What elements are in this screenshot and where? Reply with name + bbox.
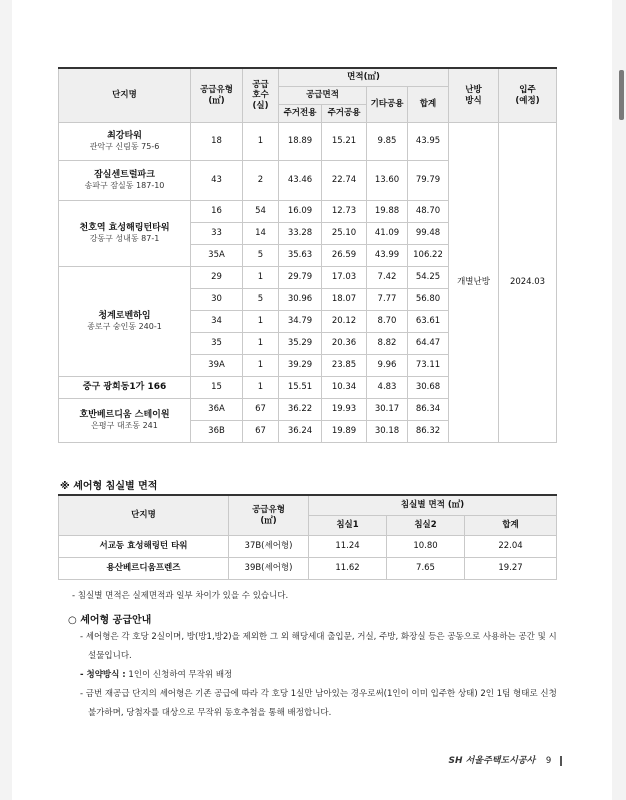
share-header-supply-type: 공급유형 (㎡)	[229, 495, 309, 536]
header-move-in: 입주 (예정)	[499, 68, 557, 123]
supply-area-table	[58, 67, 557, 443]
share-section-title: ※ 셰어형 침실별 면적	[60, 481, 158, 492]
table-cell: 15.51	[279, 377, 322, 399]
table-cell: 86.32	[408, 421, 449, 443]
table-cell: 1	[243, 267, 279, 289]
footer-divider	[560, 756, 562, 766]
table-cell: 10.34	[322, 377, 367, 399]
table-cell: 1	[243, 377, 279, 399]
table-cell: 5	[243, 289, 279, 311]
complex-name-cell	[59, 161, 191, 201]
share-header-room1: 침실1	[309, 516, 387, 536]
table-cell: 29	[191, 267, 243, 289]
share-header-total: 합계	[465, 516, 557, 536]
guide-title: ○ 셰어형 공급안내	[68, 615, 152, 626]
table-cell: 39B(셰어형)	[229, 558, 309, 580]
table-cell: 7.42	[367, 267, 408, 289]
complex-address: 송파구 잠실동 187-10	[84, 181, 165, 191]
header-units: 공급 호수 (실)	[243, 68, 279, 123]
share-header-complex: 단지명	[59, 495, 229, 536]
table-cell: 64.47	[408, 333, 449, 355]
table-cell: 35.29	[279, 333, 322, 355]
table-cell: 63.61	[408, 311, 449, 333]
header-area: 면적(㎡)	[279, 68, 449, 87]
complex-name: 청계로벤하임	[98, 310, 151, 321]
complex-address: 은평구 대조동 241	[91, 421, 158, 431]
complex-name: 호반베르디움 스테이원	[79, 409, 170, 420]
table-cell: 26.59	[322, 245, 367, 267]
table-cell: 19.27	[465, 558, 557, 580]
share-complex-name: 서교동 효성해링턴 타워	[59, 536, 229, 558]
table-cell: 67	[243, 399, 279, 421]
table-cell: 30.18	[367, 421, 408, 443]
complex-name-cell	[59, 123, 191, 161]
table-cell: 25.10	[322, 223, 367, 245]
table-cell: 39.29	[279, 355, 322, 377]
table-cell: 67	[243, 421, 279, 443]
table-cell: 43.95	[408, 123, 449, 161]
table-cell: 34	[191, 311, 243, 333]
table-cell: 20.36	[322, 333, 367, 355]
table-cell: 18.07	[322, 289, 367, 311]
table-cell: 8.70	[367, 311, 408, 333]
move-in-cell: 2024.03	[499, 123, 557, 443]
table-cell: 56.80	[408, 289, 449, 311]
table-cell: 5	[243, 245, 279, 267]
table-cell: 73.11	[408, 355, 449, 377]
table-cell: 11.24	[309, 536, 387, 558]
table-cell: 37B(셰어형)	[229, 536, 309, 558]
table-cell: 54	[243, 201, 279, 223]
table-cell: 1	[243, 333, 279, 355]
table-cell: 99.48	[408, 223, 449, 245]
table-cell: 18.89	[279, 123, 322, 161]
table-cell: 29.79	[279, 267, 322, 289]
sh-logo: SH 서울주택도시공사	[448, 756, 536, 766]
complex-name-cell	[59, 399, 191, 443]
table-cell: 34.79	[279, 311, 322, 333]
page-footer	[448, 753, 562, 766]
share-bedroom-table	[58, 494, 557, 580]
table-cell: 14	[243, 223, 279, 245]
table-cell: 2	[243, 161, 279, 201]
table-cell: 35A	[191, 245, 243, 267]
table-cell: 106.22	[408, 245, 449, 267]
table-row	[59, 536, 557, 558]
table-cell: 43.99	[367, 245, 408, 267]
share-complex-name: 용산베르디움프렌즈	[59, 558, 229, 580]
table-cell: 7.65	[387, 558, 465, 580]
page-number: 9	[545, 756, 552, 766]
table-cell: 18	[191, 123, 243, 161]
table-cell: 48.70	[408, 201, 449, 223]
share-note: - 침실별 면적은 실제면적과 일부 차이가 있을 수 있습니다.	[72, 591, 289, 601]
table-cell: 11.62	[309, 558, 387, 580]
table-cell: 9.96	[367, 355, 408, 377]
guide-paragraph-1: - 셰어형은 각 호당 2실이며, 방(방1,방2)을 제외한 그 외 해당세대 출입문, 거실, 주방, 화장실 등은 공동으로 사용하는 공간 및 시설물입니다.	[80, 632, 557, 661]
header-common: 주거공용	[322, 105, 367, 123]
guide-method-label: - 청약방식 :	[80, 670, 126, 680]
table-cell: 19.89	[322, 421, 367, 443]
table-cell: 79.79	[408, 161, 449, 201]
table-cell: 1	[243, 123, 279, 161]
table-cell: 8.82	[367, 333, 408, 355]
table-cell: 16	[191, 201, 243, 223]
table-cell: 33.28	[279, 223, 322, 245]
table-cell: 15.21	[322, 123, 367, 161]
table-cell: 17.03	[322, 267, 367, 289]
header-other-common: 기타공용	[367, 87, 408, 123]
table-cell: 20.12	[322, 311, 367, 333]
complex-address: 종로구 숭인동 240-1	[87, 322, 162, 332]
table-cell: 30.96	[279, 289, 322, 311]
heating-cell: 개별난방	[449, 123, 499, 443]
guide-paragraph-3: - 금번 재공급 단지의 셰어형은 기존 공급에 따라 각 호당 1실만 남아있는 경우로써(1인이 이미 입주한 상태) 2인 1팀 형태로 신청 불가하며, 당첨자를 대상으로 무작위 동호추첨을 통해 배정합니다.	[80, 689, 557, 718]
header-heating: 난방 방식	[449, 68, 499, 123]
table-cell: 36.22	[279, 399, 322, 421]
guide-method-text: 1인이 신청하여 무작위 배정	[125, 670, 233, 680]
table-cell: 86.34	[408, 399, 449, 421]
table-cell: 19.93	[322, 399, 367, 421]
table-cell: 30	[191, 289, 243, 311]
table-cell: 1	[243, 311, 279, 333]
table-cell: 4.83	[367, 377, 408, 399]
share-header-room2: 침실2	[387, 516, 465, 536]
header-total: 합계	[408, 87, 449, 123]
guide-paragraph-2	[80, 666, 558, 685]
header-supply-type: 공급유형 (㎡)	[191, 68, 243, 123]
table-cell: 35.63	[279, 245, 322, 267]
complex-name-cell	[59, 267, 191, 377]
table-cell: 7.77	[367, 289, 408, 311]
table-row	[59, 123, 557, 161]
table-cell: 30.17	[367, 399, 408, 421]
table-cell: 10.80	[387, 536, 465, 558]
table-cell: 41.09	[367, 223, 408, 245]
table-cell: 23.85	[322, 355, 367, 377]
complex-name: 최강타워	[107, 130, 142, 141]
table-cell: 13.60	[367, 161, 408, 201]
table-cell: 9.85	[367, 123, 408, 161]
header-supply-area: 공급면적	[279, 87, 367, 105]
table-cell: 54.25	[408, 267, 449, 289]
header-complex: 단지명	[59, 68, 191, 123]
table-cell: 43	[191, 161, 243, 201]
table-cell: 39A	[191, 355, 243, 377]
complex-name: 천호역 효성해링턴타워	[79, 222, 170, 233]
scroll-indicator[interactable]	[619, 70, 624, 120]
table-cell: 30.68	[408, 377, 449, 399]
table-cell: 36.24	[279, 421, 322, 443]
table-cell: 33	[191, 223, 243, 245]
table-row	[59, 558, 557, 580]
complex-address: 관악구 신림동 75-6	[89, 142, 160, 152]
complex-name-cell	[59, 201, 191, 267]
share-bedroom-table-body	[59, 536, 557, 580]
table-cell: 1	[243, 355, 279, 377]
header-exclusive: 주거전용	[279, 105, 322, 123]
table-cell: 22.04	[465, 536, 557, 558]
complex-name: 잠실센트럴파크	[94, 169, 155, 180]
complex-name: 중구 광희동1가 166	[82, 381, 167, 392]
table-cell: 36B	[191, 421, 243, 443]
table-cell: 16.09	[279, 201, 322, 223]
supply-area-table-body	[59, 123, 557, 443]
table-cell: 12.73	[322, 201, 367, 223]
table-cell: 36A	[191, 399, 243, 421]
table-cell: 22.74	[322, 161, 367, 201]
table-cell: 43.46	[279, 161, 322, 201]
share-header-bedroom-area: 침실별 면적 (㎡)	[309, 495, 557, 516]
complex-address: 강동구 성내동 87-1	[89, 234, 160, 244]
table-cell: 35	[191, 333, 243, 355]
complex-name-cell	[59, 377, 191, 399]
table-cell: 19.88	[367, 201, 408, 223]
table-cell: 15	[191, 377, 243, 399]
